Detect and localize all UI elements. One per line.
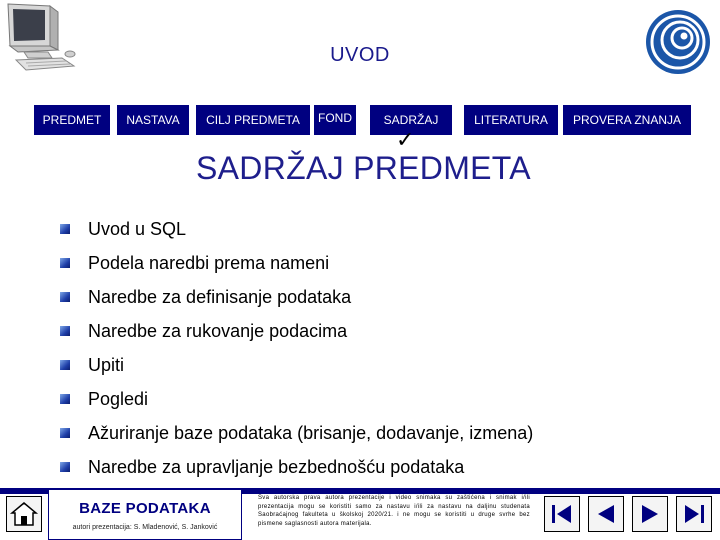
computer-monitor-icon	[0, 0, 80, 80]
active-checkmark: ✓	[396, 128, 415, 153]
list-item	[60, 319, 533, 353]
home-button[interactable]	[6, 496, 42, 532]
list-item	[60, 251, 533, 285]
list-item	[60, 387, 533, 421]
list-item-text: Podela naredbi prema nameni	[88, 253, 330, 273]
first-slide-icon	[545, 497, 579, 531]
nav-fond[interactable]: FOND	[314, 105, 356, 135]
bullet-icon	[60, 326, 70, 336]
list-item	[60, 217, 533, 251]
list-item	[60, 455, 533, 489]
nav-cilj-predmeta[interactable]: CILJ PREDMETA	[196, 105, 310, 135]
nav-provera-znanja[interactable]: PROVERA ZNANJA	[563, 105, 691, 135]
last-slide-button[interactable]	[676, 496, 712, 532]
list-item-text: Naredbe za upravljanje bezbednošću podataka	[88, 457, 465, 477]
list-item-text: Naredbe za definisanje podataka	[88, 287, 352, 307]
next-slide-button[interactable]	[632, 496, 668, 532]
bullet-icon	[60, 394, 70, 404]
section-heading: SADRŽAJ PREDMETA	[196, 150, 531, 186]
previous-slide-icon	[589, 497, 623, 531]
bullet-icon	[60, 292, 70, 302]
list-item-text: Upiti	[88, 355, 125, 375]
list-item	[60, 353, 533, 387]
content-list	[60, 217, 533, 489]
bullet-icon	[60, 224, 70, 234]
bullet-icon	[60, 360, 70, 370]
page-title: UVOD	[330, 44, 390, 66]
list-item	[60, 285, 533, 319]
bullet-icon	[60, 258, 70, 268]
nav-sadrzaj[interactable]: SADRŽAJ	[370, 105, 452, 135]
list-item-text: Naredbe za rukovanje podacima	[88, 321, 348, 341]
home-icon	[7, 497, 41, 531]
footer-course-title: BAZE PODATAKA	[79, 500, 211, 517]
bullet-icon	[60, 428, 70, 438]
nav-literatura[interactable]: LITERATURA	[464, 105, 558, 135]
previous-slide-button[interactable]	[588, 496, 624, 532]
nav-predmet[interactable]: PREDMET	[34, 105, 110, 135]
footer-authors: autori prezentacija: S. Mladenović, S. Janković	[72, 524, 218, 531]
last-slide-icon	[677, 497, 711, 531]
list-item-text: Pogledi	[88, 389, 149, 409]
first-slide-button[interactable]	[544, 496, 580, 532]
next-slide-icon	[633, 497, 667, 531]
list-item-text: Ažuriranje baze podataka (brisanje, dodavanje, izmena)	[88, 423, 534, 443]
nav-nastava[interactable]: NASTAVA	[117, 105, 189, 135]
list-item	[60, 421, 533, 455]
bullet-icon	[60, 462, 70, 472]
list-item-text: Uvod u SQL	[88, 219, 187, 239]
footer-copyright: Sva autorska prava autora prezentacije i video snimaka su zaštićena i snimak i/ili prezentacija mogu se koristiti samo za nastavu i/ili za nastavu na daljinu studenata Saobraćajnog fakulteta u školskoj 2020/21. i ne mogu se koristiti u druge svrhe bez pismene saglasnosti autora materijala.	[258, 495, 530, 527]
